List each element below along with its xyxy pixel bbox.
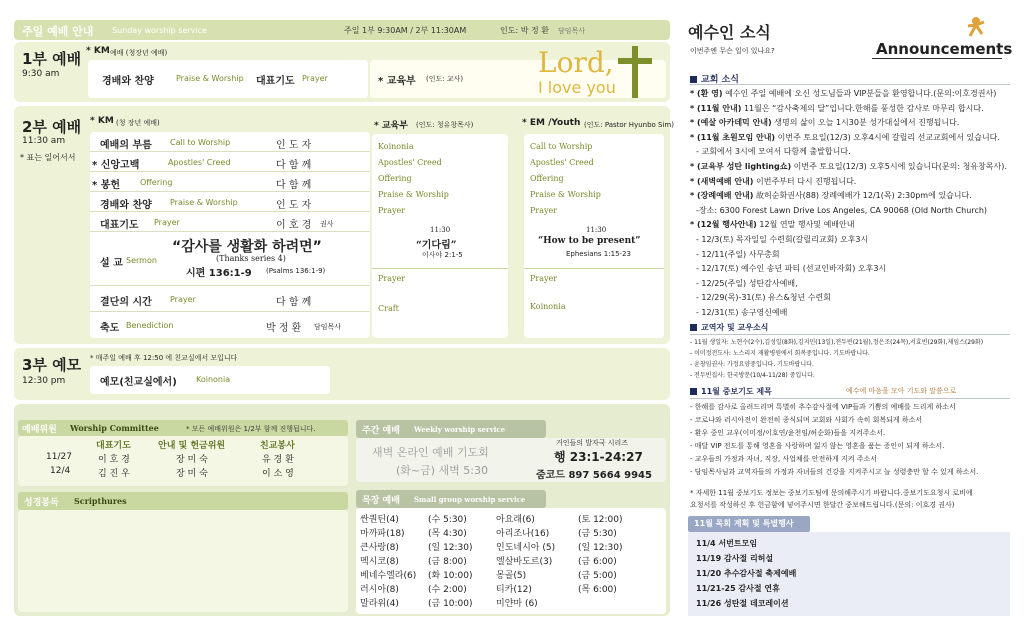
order-row [90, 132, 370, 152]
edu-ref: 이사야 2:1-5 [422, 251, 463, 259]
s1-praise-en: Praise & Worship [176, 74, 244, 83]
order-ko: * 봉헌 [92, 180, 121, 191]
church-news-text: 12월 연말 행사및 예배안내 [759, 220, 855, 230]
divider [690, 398, 1010, 399]
s1-km-note: 예배 (청장년 예배) [110, 49, 168, 57]
order-ko: 대표기도 [100, 220, 139, 231]
church-news-tag: * (예살 아카데믹 안내) [690, 118, 772, 128]
church-news-item [690, 249, 1020, 264]
order-who-role: 권사 [320, 220, 334, 228]
church-news-tag: * (새벽예배 안내) [690, 176, 754, 186]
plan-box [688, 532, 1010, 616]
news-title: 예수인 소식 [688, 23, 771, 42]
order-ko: 예배의 부름 [100, 140, 152, 151]
church-news-item [690, 176, 1020, 191]
church-news-text: 이번주 토요일(12/3) 오후4시에 갈릴리 선교교회에서 있습니다. [777, 132, 1000, 142]
small-group-time: (일 12:30) [428, 543, 473, 553]
church-news-text: 이번주 토요일(12/3) 오후5시에 있습니다(문의: 청유창목사). [793, 161, 1007, 171]
s1-time: 9:30 am [22, 69, 60, 79]
s1-praise: 경배와 찬양 [102, 76, 154, 87]
s2-note: * 표는 일어서서 [20, 153, 76, 162]
church-news-item [690, 161, 1020, 176]
church-news-label: 교회 소식 [701, 75, 739, 85]
lord-text-1: Lord, [538, 46, 614, 79]
divider [524, 268, 664, 269]
small-group-time: (목 6:00) [578, 585, 617, 595]
em-time: 11:30 [586, 226, 607, 234]
sermon-title: “감사를 생활화 하려면” [172, 239, 322, 255]
scripture-header [18, 492, 348, 510]
em-ref: Ephesians 1:15-23 [566, 250, 631, 258]
s3-note: * 매주일 예배 후 12:50 에 친교실에서 모입니다 [90, 354, 238, 362]
order-en: Prayer [154, 218, 180, 227]
church-news-list [690, 88, 1020, 322]
s2-title: 2부 예배 [22, 118, 82, 136]
member-item: - 전두빈집사: 한국방문(10/4-11/28) 중입니다. [690, 372, 815, 379]
em-label: * EM /Youth [522, 118, 581, 128]
prayer-note-1: * 자세한 11월 중보기도 정보는 중보기도팀에 문의해주시기 바랍니다.중보기도요청시 로비에 [690, 489, 973, 497]
church-news-item [690, 234, 1020, 249]
small-group-time: (금 5:30) [578, 529, 617, 539]
small-group-name: 인도네시아 (5) [496, 543, 556, 553]
s1-box [88, 60, 368, 98]
church-news-text: -장소: 6300 Forest Lawn Drive Los Angeles, CA 90068 (Old North Church) [696, 205, 988, 215]
sermon-ref-en: (Psalms 136:1-9) [266, 267, 326, 275]
church-news-item [690, 205, 1020, 220]
prayer-item: - 담임목사님과 교역자들의 가정과 자녀들의 건강을 지켜주시고 늘 성령충만 할 수 있게 하소서. [690, 468, 979, 476]
committee-date: 12/4 [50, 466, 71, 476]
church-news-item [690, 132, 1020, 147]
order-ko: * 신앙고백 [92, 160, 140, 171]
committee-cell: 이 호 경 [98, 455, 130, 465]
service-2 [14, 106, 674, 344]
church-news-tag: * (12월 행사안내) [690, 220, 757, 230]
prayer-list [690, 402, 1020, 480]
plan-item: 11/26 성탄절 데코레이션 [696, 599, 789, 608]
em-item: Apostles' Creed [530, 158, 594, 167]
weekly-header [356, 420, 546, 438]
s1-edu: * 교육부 [378, 76, 416, 87]
cross-icon [632, 46, 638, 98]
church-news-text: 생명의 삶이 오늘 1시30분 성가대실에서 진행됩니다. [774, 118, 960, 128]
s3-item-en: Koinonia [196, 375, 231, 384]
em-box [524, 134, 664, 338]
edu-msg: “기다림” [416, 240, 457, 251]
order-row [90, 286, 370, 312]
edu-item: Prayer [378, 274, 406, 283]
s2-km: * KM [90, 116, 114, 126]
church-news-item [690, 117, 1020, 132]
header-title: 주일 예배 안내 [22, 25, 94, 38]
edu-time: 11:30 [430, 226, 451, 234]
lord-text-2: I love you [538, 78, 616, 97]
church-news-text: - 교회에서 3시에 모여서 다함께 출발합니다. [696, 147, 851, 157]
church-news-item [690, 88, 1020, 103]
church-news-item [690, 146, 1020, 161]
church-news-text: 예수인 주일 예배에 오신 성도님들과 VIP분들을 환영합니다.(문의:이호경권사) [725, 89, 997, 98]
s3-box [90, 366, 330, 394]
prayer-item: - 매달 VIP 전도를 통해 영혼을 사랑하며 잃지 않는 영혼을 품는 증인이 되게 하소서. [690, 442, 945, 450]
church-news-item [690, 103, 1020, 118]
weekly-line2: (화~금) 새벽 5:30 [396, 464, 488, 477]
order-ko: 축도 [100, 323, 120, 334]
small-group-time: (금 8:00) [428, 557, 467, 567]
church-news-text: - 12/3(토) 목자일일 수련회(갈릴리교회) 오후3시 [696, 234, 869, 244]
small-group-name: 말라위(4) [360, 599, 399, 609]
church-news-text: 이번주부터 다시 진행됩니다. [755, 176, 857, 186]
small-group-time: (금 6:00) [578, 557, 617, 567]
figure-icon [958, 16, 988, 42]
em-item: Praise & Worship [530, 190, 601, 199]
cross-bar [618, 58, 652, 64]
s3-time: 12:30 pm [22, 376, 66, 386]
em-note: (인도: Pastor Hyunbo Sim) [584, 121, 674, 129]
weekly-series: 거인들의 발자국 시리즈 [556, 439, 629, 447]
scripture-title: 성경봉독 [24, 498, 59, 508]
church-news-item [690, 190, 1020, 205]
weekly-verse: 행 23:1-24:27 [554, 450, 643, 464]
order-en: Apostles' Creed [168, 158, 231, 167]
s2-order [90, 132, 370, 338]
s1-title: 1부 예배 [22, 50, 82, 68]
s3-item: 예모(친교실에서) [100, 377, 177, 388]
s1-edu-box [370, 46, 666, 98]
small-group-name: 몽골(5) [496, 571, 527, 581]
small-group-time: (금 5:00) [578, 571, 617, 581]
church-news-item [690, 292, 1020, 307]
member-item: - 윤창임권사: 가정요양중입니다. 기도바랍니다. [690, 361, 814, 368]
committee-col: 친교봉사 [260, 441, 295, 451]
small-group-name: 티카(12) [496, 585, 532, 595]
em-item: Prayer [530, 206, 558, 215]
edu-item: Offering [378, 174, 412, 183]
committee-header [18, 420, 348, 436]
committee-cell: 장 미 숙 [176, 455, 208, 465]
small-group-time: (일 12:30) [578, 543, 623, 553]
em-msg: “How to be present” [538, 236, 641, 246]
small-group-name: 러시아(8) [360, 585, 399, 595]
service-3 [14, 348, 670, 400]
church-news-tag: * (11월 초원모임 안내) [690, 132, 776, 142]
committee-title: 예배위원 [22, 425, 57, 435]
church-news-item [690, 219, 1020, 234]
small-group-name: 엘살바도르(3) [496, 557, 553, 567]
order-who: 박 정 환 [266, 323, 302, 334]
s1-edu-note: (인도: 교사) [426, 75, 464, 83]
church-news-text: - 12/29(목)-31(토) 유스&청년 수련회 [696, 293, 831, 303]
edu-note: (인도: 청유창목사) [416, 121, 474, 129]
order-en: Offering [140, 178, 173, 187]
order-ko: 경배와 찬양 [100, 200, 152, 211]
church-news-tag: * (환 영) [690, 89, 723, 98]
order-who: 인 도 자 [276, 200, 312, 211]
sermon-row [90, 232, 370, 286]
prayer-label: 11월 중보기도 제목 [701, 387, 772, 396]
s1-prayer: 대표기도 [256, 76, 295, 87]
s3-title: 3부 예모 [22, 356, 82, 374]
committee-cell: 유 경 환 [262, 455, 294, 465]
committee-col: 안내 및 헌금위원 [158, 441, 226, 451]
church-news-item [690, 307, 1020, 322]
weekly-title: 주간 예배 [362, 426, 400, 436]
news-subtitle: 이번주엔 무슨 일이 있나요? [690, 47, 775, 55]
plan-title: 11월 목회 계획 및 특별행사 [694, 519, 794, 528]
member-item: - 이미정전도사: 노스리지 재활병원에서 회복중입니다. 기도바랍니다. [690, 350, 870, 357]
order-row [90, 312, 370, 338]
church-news-text: 故허순화권사(88) 장례예배가 12/1(목) 2:30pm에 있습니다. [755, 191, 972, 201]
sermon-sub: (Thanks series 4) [216, 254, 286, 263]
plan-item: 11/19 감사절 리허설 [696, 554, 774, 563]
church-news-text: 11월은 “감사축제의 달”입니다.한해를 풍성한 감사로 마무리 합시다. [743, 103, 984, 113]
order-en: Prayer [170, 295, 196, 304]
edu-box [372, 134, 508, 338]
committee-cell: 김 진 우 [98, 469, 130, 479]
edu-item: Craft [378, 304, 399, 313]
order-who-role: 담임목사 [314, 323, 342, 331]
committee-title-en: Worship Committee [70, 423, 159, 433]
em-item: Prayer [530, 274, 558, 283]
order-ko: 결단의 시간 [100, 297, 152, 308]
edu-item: Praise & Worship [378, 190, 449, 199]
small-group-name: 마까파(18) [360, 529, 405, 539]
header-schedule: 주일 1부 9:30AM / 2부 11:30AM [344, 26, 467, 35]
small-group-name: 아리조나(16) [496, 529, 550, 539]
announcements-badge: Announcements [876, 40, 1013, 58]
small-group-name: 미얀마 (6) [496, 599, 538, 609]
s1-km: * KM [86, 46, 110, 56]
small-box [356, 508, 666, 614]
small-group-name: 싼퀀틴(4) [360, 515, 399, 525]
prayer-item: - 코로나와 러시아전이 완전히 종식되며 교회와 사회가 속히 회복되게 하소서 [690, 416, 923, 424]
plan-item: 11/21-25 감사절 연휴 [696, 584, 780, 593]
small-group-time: (화 10:00) [428, 571, 473, 581]
small-header [356, 490, 546, 508]
church-news-text: - 12/25(주일) 성탄감사예배, [696, 278, 798, 288]
church-news-text: - 12/11(주일) 사무총회 [696, 249, 780, 259]
scripture-title-en: Scripthures [74, 496, 127, 506]
order-who: 인 도 자 [276, 140, 312, 151]
church-news-tag: * (교육부 성탄 lighting쇼) [690, 161, 792, 171]
small-group-time: (금 10:00) [428, 599, 473, 609]
order-row [90, 212, 370, 232]
order-en: Benediction [126, 321, 174, 330]
edu-label: * 교육부 [374, 121, 408, 131]
members-title [690, 322, 768, 333]
plan-header [688, 516, 810, 532]
header-subtitle: Sunday worship service [112, 26, 207, 35]
header-presider: 인도: 박 정 환 [500, 26, 549, 35]
member-item: - 11월 생일자: 노현수(2수),김성일(8화),김지민(13일),전두빈(21월),정은조(24목),서효빈(29화),제임스(29화) [690, 339, 984, 346]
order-row [90, 152, 370, 172]
weekly-title-en: Weekly worship service [414, 425, 506, 434]
divider [372, 268, 508, 269]
sermon-label: 설 교 [100, 258, 123, 269]
small-group-time: (수 5:30) [428, 515, 467, 525]
church-news-tag: * (11월 안내) [690, 103, 742, 113]
service-1 [14, 42, 670, 102]
church-news-text: - 12/31(토) 송구영신예배 [696, 307, 788, 317]
church-news-item [690, 278, 1020, 293]
small-group-name: 베네수엘라(6) [360, 571, 417, 581]
committee-table [18, 436, 348, 486]
em-item: Offering [530, 174, 564, 183]
committee-cell: 이 소 영 [262, 469, 294, 479]
committee-date: 11/27 [46, 452, 72, 462]
small-title: 목장 예배 [362, 496, 400, 506]
church-news-text: - 12/17(토) 예수인 송년 파티 (선교인바자회) 오후3시 [696, 264, 887, 274]
s2-km-note: (청 장년 예배) [116, 119, 160, 127]
plan-item: 11/20 추수감사절 축제예배 [696, 569, 797, 578]
scripture-box [18, 510, 348, 612]
sermon-en: Sermon [126, 256, 157, 265]
edu-item: Prayer [378, 206, 406, 215]
order-who: 다 함 께 [276, 297, 312, 308]
divider [690, 334, 1010, 335]
committee-col: 대표기도 [96, 441, 131, 451]
small-group-time: (목 4:30) [428, 529, 467, 539]
members-label: 교역자 및 교우소식 [701, 323, 769, 332]
header-presider-role: 담임목사 [558, 27, 586, 35]
edu-item: Koinonia [378, 142, 414, 151]
em-item: Koinonia [530, 302, 566, 311]
committee-cell: 장 미 숙 [176, 469, 208, 479]
small-group-time: (수 2:00) [428, 585, 467, 595]
small-group-name: 아요래(6) [496, 515, 535, 525]
order-en: Praise & Worship [170, 198, 238, 207]
prayer-item: - 환우 중인 교우(이미정/이호연/윤천임/허순화)들을 지켜주소서. [690, 429, 886, 437]
order-who: 다 함 께 [276, 180, 312, 191]
church-news-tag: * (장례예배 안내) [690, 191, 754, 201]
small-group-name: 멕시코(8) [360, 557, 399, 567]
small-title-en: Small group worship service [414, 495, 526, 504]
weekly-line1: 새벽 온라인 예배 기도회 [372, 446, 489, 459]
order-row [90, 192, 370, 212]
divider [872, 58, 1002, 59]
prayer-note-2: 요청서를 작성하신 후 헌금함에 넣어주시면 한달간 중보해드립니다.(문의: 이호경 권사) [690, 501, 955, 509]
committee-note: * 모든 예배위원은 1/2부 함께 진행됩니다. [186, 425, 316, 433]
prayer-title [690, 386, 772, 397]
s2-time: 11:30 am [22, 136, 66, 146]
small-group-name: 큰사랑(8) [360, 543, 399, 553]
divider [690, 84, 1010, 85]
edu-item: Apostles' Creed [378, 158, 442, 167]
order-en: Call to Worship [170, 138, 231, 147]
prayer-tag: 예수에 마음을 모아 기도와 말씀으로 [846, 387, 957, 395]
weekly-conf: 줌코드 897 5664 9945 [536, 470, 652, 481]
s1-prayer-en: Prayer [302, 74, 328, 83]
small-group-time: (토 12:00) [578, 515, 623, 525]
plan-item: 11/4 서번트모임 [696, 539, 758, 548]
order-who: 다 함 께 [276, 160, 312, 171]
weekly-box [356, 438, 666, 482]
prayer-item: - 한해를 감사로 올려드리며 특별히 추수감사절에 VIP들과 기쁨의 예배를 드리게 하소서 [690, 403, 956, 411]
church-news-item [690, 263, 1020, 278]
members-list [690, 337, 1020, 381]
order-who: 이 호 경 [276, 220, 312, 231]
order-row [90, 172, 370, 192]
sermon-ref: 시편 136:1-9 [186, 268, 252, 279]
em-item: Call to Worship [530, 142, 593, 151]
prayer-item: - 교우들의 가정과 자녀, 직장, 사업체를 안전하게 지켜 주소서 [690, 455, 878, 463]
service-header [14, 20, 670, 40]
